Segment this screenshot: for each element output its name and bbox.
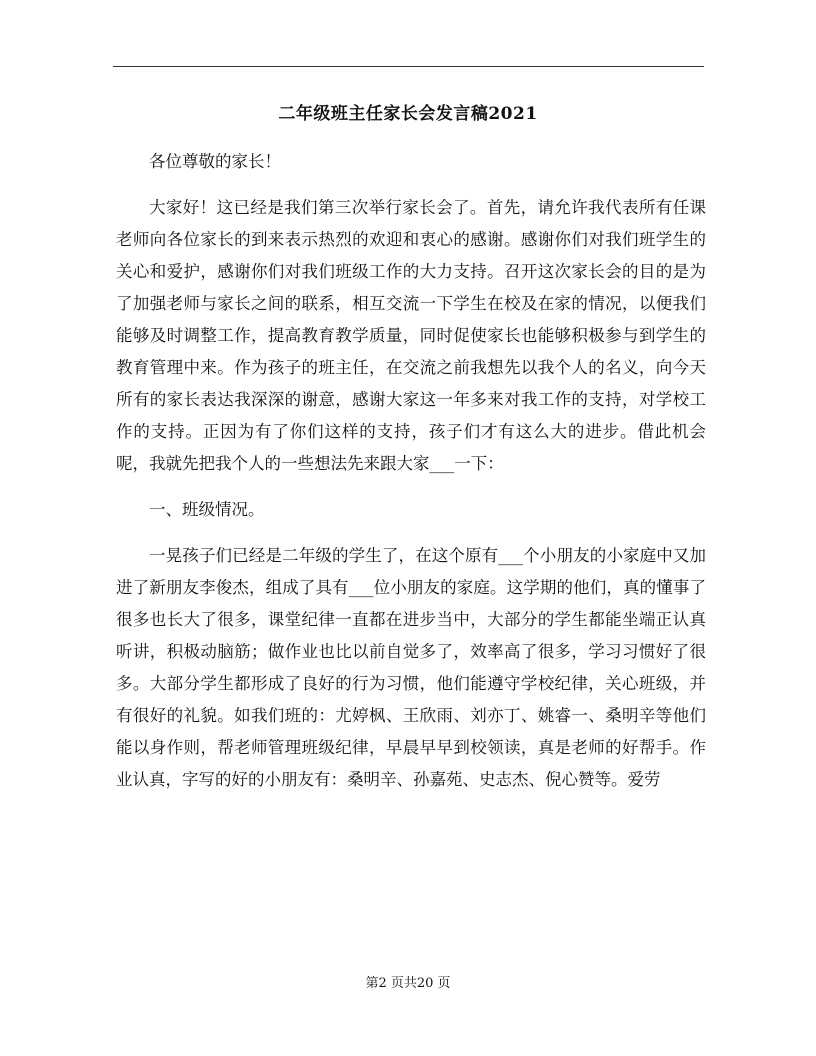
document-body	[116, 146, 706, 796]
body-paragraph: 一晃孩子们已经是二年级的学生了，在这个原有___个小朋友的小家庭中又加进了新朋友李俊杰，组成了具有___位小朋友的家庭。这学期的他们，真的懂事了很多也长大了很多，课堂纪律一直都在进步当中，大部分的学生都能坐端正认真听讲，积极动脑筋；做作业也比以前自觉多了，效率高了很多，学习习惯好了很多。大部分学生都形成了良好的行为习惯，他们能遵守学校纪律，关心班级，并有很好的礼貌。如我们班的：尤婷枫、王欣雨、刘亦丁、姚睿一、桑明辛等他们能以身作则，帮老师管理班级纪律，早晨早早到校领读，真是老师的好帮手。作业认真，字写的好的小朋友有：桑明辛、孙嘉苑、史志杰、倪心赞等。爱劳	[116, 546, 706, 789]
document-title: 二年级班主任家长会发言稿2021	[278, 104, 538, 124]
header-rule	[113, 66, 704, 67]
salutation-paragraph: 各位尊敬的家长！	[149, 152, 281, 171]
body-paragraph: 大家好！这已经是我们第三次举行家长会了。首先，请允许我代表所有任课老师向各位家长的到来表示热烈的欢迎和衷心的感谢。感谢你们对我们班学生的关心和爱护，感谢你们对我们班级工作的大力支持。召开这次家长会的目的是为了加强老师与家长之间的联系，相互交流一下学生在校及在家的情况，以便我们能够及时调整工作，提高教育教学质量，同时促使家长也能够积极参与到学生的教育管理中来。作为孩子的班主任，在交流之前我想先以我个人的名义，向今天所有的家长表达我深深的谢意，感谢大家这一年多来对我工作的支持，对学校工作的支持。正因为有了你们这样的支持，孩子们才有这么大的进步。借此机会呢，我就先把我个人的一些想法先来跟大家___一下：	[116, 198, 706, 473]
section-heading: 一、班级情况。	[149, 500, 265, 519]
page-footer: 第2 页共20 页	[365, 976, 451, 991]
